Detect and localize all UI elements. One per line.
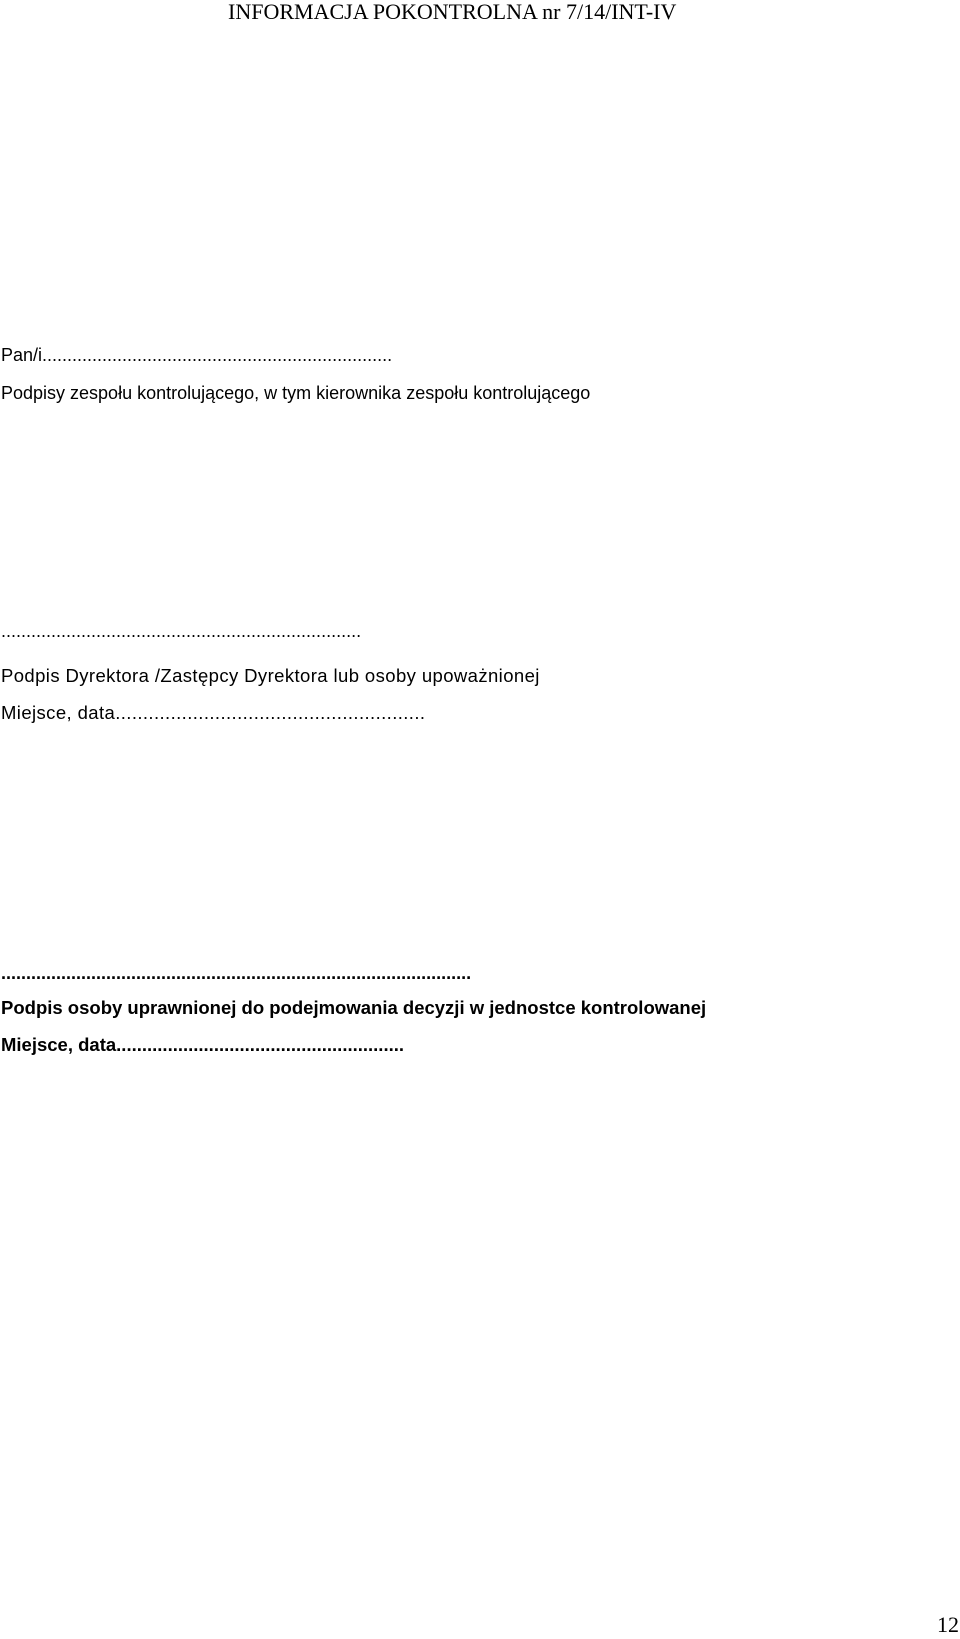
page-number: 12 xyxy=(937,1612,959,1637)
director-signature-label: Podpis Dyrektora /Zastępcy Dyrektora lub osoby upoważnionej xyxy=(1,665,540,686)
team-signature-label: Podpisy zespołu kontrolującego, w tym kierownika zespołu kontrolującego xyxy=(1,383,591,403)
authorized-signature-line: .............................................................................................. xyxy=(1,963,472,983)
director-signature-line: ........................................................................ xyxy=(1,621,362,641)
director-place-date-line: Miejsce, data........................................................ xyxy=(1,702,426,723)
pani-signature-line: Pan/i...................................................................... xyxy=(1,345,393,365)
authorized-signature-label: Podpis osoby uprawnionej do podejmowania decyzji w jednostce kontrolowanej xyxy=(1,997,707,1018)
document-header-title: INFORMACJA POKONTROLNA nr 7/14/INT-IV xyxy=(228,0,677,24)
authorized-place-date-line: Miejsce, data........................................................ xyxy=(1,1034,404,1055)
